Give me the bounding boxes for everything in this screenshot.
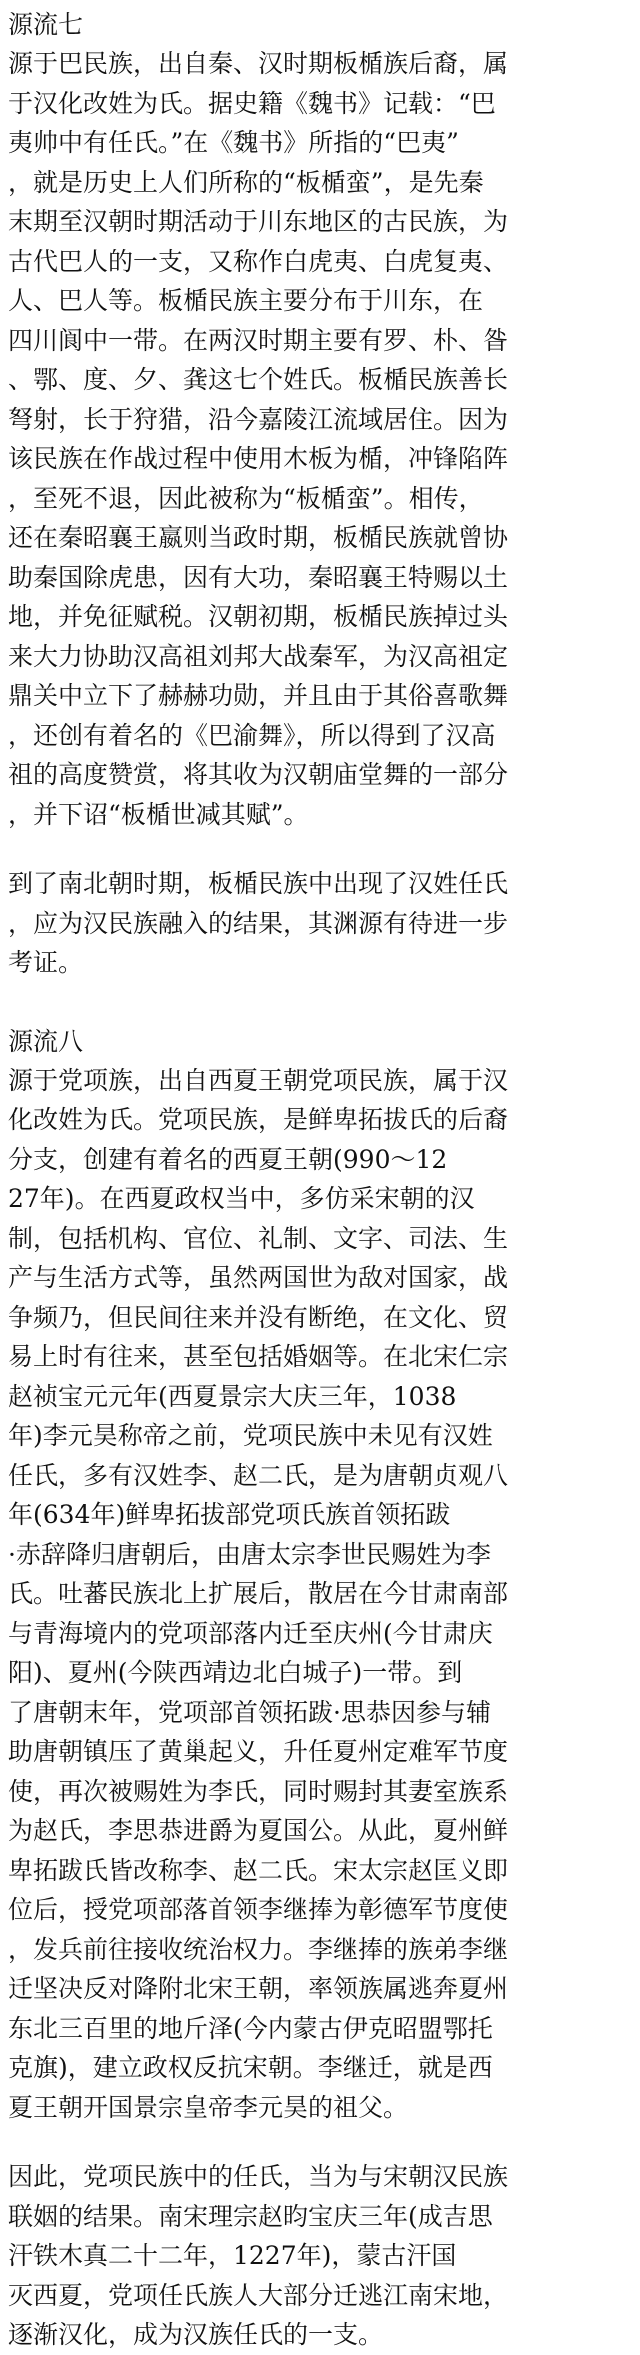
text-line: 祖的高度赞赏，将其收为汉朝庙堂舞的一部分 xyxy=(8,760,509,789)
text-line: 该民族在作战过程中使用木板为楯，冲锋陷阵 xyxy=(8,444,509,473)
text-line: 分支，创建有着名的西夏王朝(990～12 xyxy=(8,1144,448,1174)
text-line: 赵祯宝元元年(西夏景宗大庆三年，1038 xyxy=(8,1381,457,1411)
text-line: 鼎关中立下了赫赫功勋，并且由于其俗喜歌舞 xyxy=(8,681,509,710)
text-line: 与青海境内的党项部落内迁至庆州(今甘肃庆 xyxy=(8,1618,493,1648)
text-line: 年(634年)鲜卑拓拔部党项氏族首领拓跋 xyxy=(8,1500,451,1529)
text-line: 到了南北朝时期，板楯民族中出现了汉姓任氏 xyxy=(8,869,509,898)
text-line: 27年)。在西夏政权当中，多仿采宋朝的汉 xyxy=(8,1184,475,1213)
text-line: 克旗)，建立政权反抗宋朝。李继迁，就是西 xyxy=(8,2053,493,2082)
text-line: 迁坚决反对降附北宋王朝，率领族属逃奔夏州 xyxy=(8,1974,509,2003)
text-line: 助秦国除虎患，因有大功，秦昭襄王特赐以土 xyxy=(8,562,509,592)
text-line: 考证。 xyxy=(8,948,84,977)
text-line: 弩射，长于狩猎，沿今嘉陵江流域居住。因为 xyxy=(8,404,509,434)
text-line: 古代巴人的一支，又称作白虎夷、白虎复夷、 xyxy=(8,246,509,276)
text-line: 年)李元昊称帝之前，党项民族中未见有汉姓 xyxy=(8,1421,493,1450)
text-line: 了唐朝末年，党项部首领拓跋·思恭因参与辅 xyxy=(8,1697,491,1727)
paragraph-spacer xyxy=(8,834,632,864)
text-line: 源于党项族，出自西夏王朝党项民族，属于汉 xyxy=(8,1065,509,1095)
text-line: 产与生活方式等，虽然两国世为敌对国家，战 xyxy=(8,1263,509,1292)
section-7-paragraph-2 xyxy=(8,864,632,983)
text-line: 四川阆中一带。在两汉时期主要有罗、朴、昝 xyxy=(8,325,509,355)
text-line: 地，并免征赋税。汉朝初期，板楯民族掉过头 xyxy=(8,602,509,631)
text-line: 化改姓为氏。党项民族，是鲜卑拓拔氏的后裔 xyxy=(8,1105,509,1134)
text-line: 任氏，多有汉姓李、赵二氏，是为唐朝贞观八 xyxy=(8,1460,509,1490)
text-line: 氏。吐蕃民族北上扩展后，散居在今甘肃南部 xyxy=(8,1579,509,1608)
text-line: 人、巴人等。板楯民族主要分布于川东，在 xyxy=(8,286,484,315)
text-line: 还在秦昭襄王嬴则当政时期，板楯民族就曾协 xyxy=(8,523,509,552)
paragraph-spacer xyxy=(8,2127,632,2157)
text-line: 逐渐汉化，成为汉族任氏的一支。 xyxy=(8,2320,384,2349)
text-line: 制，包括机构、官位、礼制、文字、司法、生 xyxy=(8,1223,509,1253)
section-8-paragraph-1 xyxy=(8,1061,632,2128)
text-line: ，就是历史上人们所称的“板楯蛮”，是先秦 xyxy=(8,167,484,197)
text-line: ，发兵前往接收统治权力。李继捧的族弟李继 xyxy=(8,1934,509,1964)
text-line: 末期至汉朝时期活动于川东地区的古民族，为 xyxy=(8,207,509,236)
text-line: 联姻的结果。南宋理宗赵昀宝庆三年(成吉思 xyxy=(8,2201,493,2231)
text-line: ，至死不退，因此被称为“板楯蛮”。相传， xyxy=(8,483,484,513)
text-line: 助唐朝镇压了黄巢起义，升任夏州定难军节度 xyxy=(8,1737,509,1766)
text-line: 位后，授党项部落首领李继捧为彰德军节度使 xyxy=(8,1895,509,1924)
text-line: 阳)、夏州(今陕西靖边北白城子)一带。到 xyxy=(8,1658,463,1687)
text-line: 为赵氏，李思恭进爵为夏国公。从此，夏州鲜 xyxy=(8,1816,509,1845)
section-8-paragraph-2 xyxy=(8,2157,632,2355)
text-line: 于汉化改姓为氏。据史籍《魏书》记载：“巴 xyxy=(8,88,496,118)
text-line: 、鄂、度、夕、龚这七个姓氏。板楯民族善长 xyxy=(8,365,509,394)
text-line: 来大力协助汉高祖刘邦大战秦军，为汉高祖定 xyxy=(8,641,509,671)
section-7-paragraph-1 xyxy=(8,44,632,834)
text-line: ·赤辞降归唐朝后，由唐太宗李世民赐姓为李 xyxy=(8,1539,491,1569)
text-line: ，应为汉民族融入的结果，其渊源有待进一步 xyxy=(8,908,509,938)
section-heading-8: 源流八 xyxy=(8,1026,84,1056)
section-spacer xyxy=(8,983,632,1023)
text-line: 源于巴民族，出自秦、汉时期板楯族后裔，属 xyxy=(8,49,509,78)
text-line: ，还创有着名的《巴渝舞》，所以得到了汉高 xyxy=(8,720,496,750)
text-line: 夷帅中有任氏。”在《魏书》所指的“巴夷” xyxy=(8,128,459,157)
text-line: 争频乃，但民间往来并没有断绝，在文化、贸 xyxy=(8,1302,509,1332)
text-line: 灭西夏，党项任氏族人大部分迁逃江南宋地， xyxy=(8,2280,509,2310)
text-line: 使，再次被赐姓为李氏，同时赐封其妻室族系 xyxy=(8,1776,509,1806)
text-line: 易上时有往来，甚至包括婚姻等。在北宋仁宗 xyxy=(8,1342,509,1371)
section-heading-7: 源流七 xyxy=(8,10,84,39)
text-line: 东北三百里的地斤泽(今内蒙古伊克昭盟鄂托 xyxy=(8,2013,493,2043)
text-line: 夏王朝开国景宗皇帝李元昊的祖父。 xyxy=(8,2092,409,2122)
text-line: 汗铁木真二十二年，1227年)，蒙古汗国 xyxy=(8,2241,457,2270)
text-line: ，并下诏“板楯世减其赋”。 xyxy=(8,799,309,829)
text-line: 因此，党项民族中的任氏，当为与宋朝汉民族 xyxy=(8,2162,509,2191)
text-line: 卑拓跋氏皆改称李、赵二氏。宋太宗赵匡义即 xyxy=(8,1855,509,1885)
